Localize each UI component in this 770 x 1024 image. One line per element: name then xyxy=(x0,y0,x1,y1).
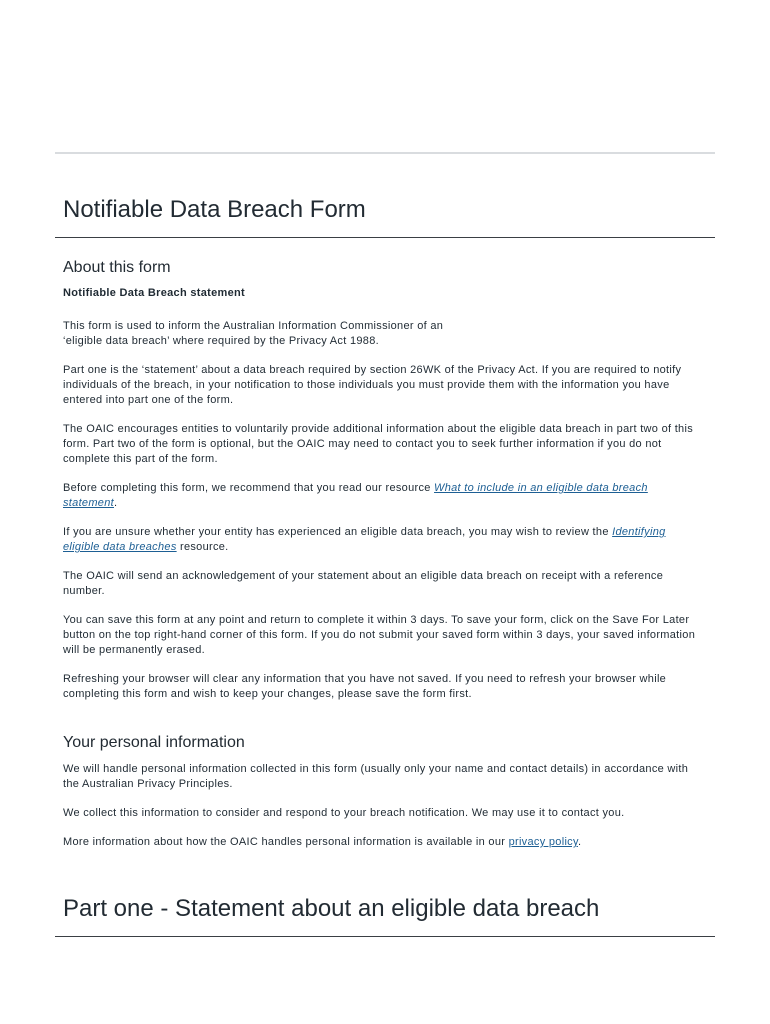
about-p5-text: If you are unsure whether your entity has experienced an eligible data breach, you may wish to review the xyxy=(63,526,613,538)
about-paragraph-7: You can save this form at any point and return to complete it within 3 days. To save your form, click on the Save For Later button on the top right-hand corner of this form. If you do not submit your saved form within 3 days, your saved information will be permanently erased. xyxy=(63,614,696,656)
title-divider xyxy=(55,237,715,238)
about-paragraph-8: Refreshing your browser will clear any information that you have not saved. If you need to refresh your browser while completing this form and wish to keep your changes, please save the form first. xyxy=(63,673,667,700)
about-p5-end: resource. xyxy=(176,541,229,553)
about-paragraph-5 xyxy=(63,525,703,555)
personal-p3-text: More information about how the OAIC handles personal information is available in our xyxy=(63,836,509,848)
part-one-divider xyxy=(55,936,715,937)
about-p4-end: . xyxy=(114,497,118,509)
about-paragraph-3: The OAIC encourages entities to voluntarily provide additional information about the eligible data breach in part two of this form. Part two of the form is optional, but the OAIC may need to contact you to seek further information if you do not complete this part of the form. xyxy=(63,423,694,465)
form-title: Notifiable Data Breach Form xyxy=(63,196,366,223)
identifying-breaches-link[interactable]: Identifying eligible data breaches xyxy=(63,526,666,553)
form-intro xyxy=(63,259,703,864)
personal-p3-end: . xyxy=(577,836,582,848)
personal-info-heading: Your personal information xyxy=(63,734,245,751)
about-paragraph-2: Part one is the ‘statement’ about a data breach required by section 26WK of the Privacy Act. If you are required to notify individuals of the breach, in your notification to those individuals you must provide them with the information you have entered into part one of the form. xyxy=(63,364,682,406)
part-one-title: Part one - Statement about an eligible data breach xyxy=(63,895,600,922)
about-paragraph-1 xyxy=(63,319,703,349)
what-to-include-link[interactable]: What to include in an eligible data breach statement xyxy=(63,482,648,509)
top-divider xyxy=(55,152,715,154)
personal-paragraph-3 xyxy=(63,835,703,850)
personal-paragraph-1: We will handle personal information collected in this form (usually only your name and contact details) in accordance with the Australian Privacy Principles. xyxy=(63,763,689,790)
privacy-policy-link[interactable]: privacy policy xyxy=(508,836,578,848)
about-heading: About this form xyxy=(63,259,171,276)
about-p1-line2: ‘eligible data breach’ where required by the Privacy Act 1988. xyxy=(63,335,379,347)
about-p4-text: Before completing this form, we recommend that you read our resource xyxy=(63,482,435,494)
about-paragraph-4 xyxy=(63,481,703,511)
personal-paragraph-2: We collect this information to consider and respond to your breach notification. We may use it to contact you. xyxy=(63,807,625,819)
about-paragraph-6: The OAIC will send an acknowledgement of your statement about an eligible data breach on receipt with a reference number. xyxy=(63,570,664,597)
about-p1-line1: This form is used to inform the Australian Information Commissioner of an xyxy=(63,320,444,332)
statement-label: Notifiable Data Breach statement xyxy=(63,287,245,299)
